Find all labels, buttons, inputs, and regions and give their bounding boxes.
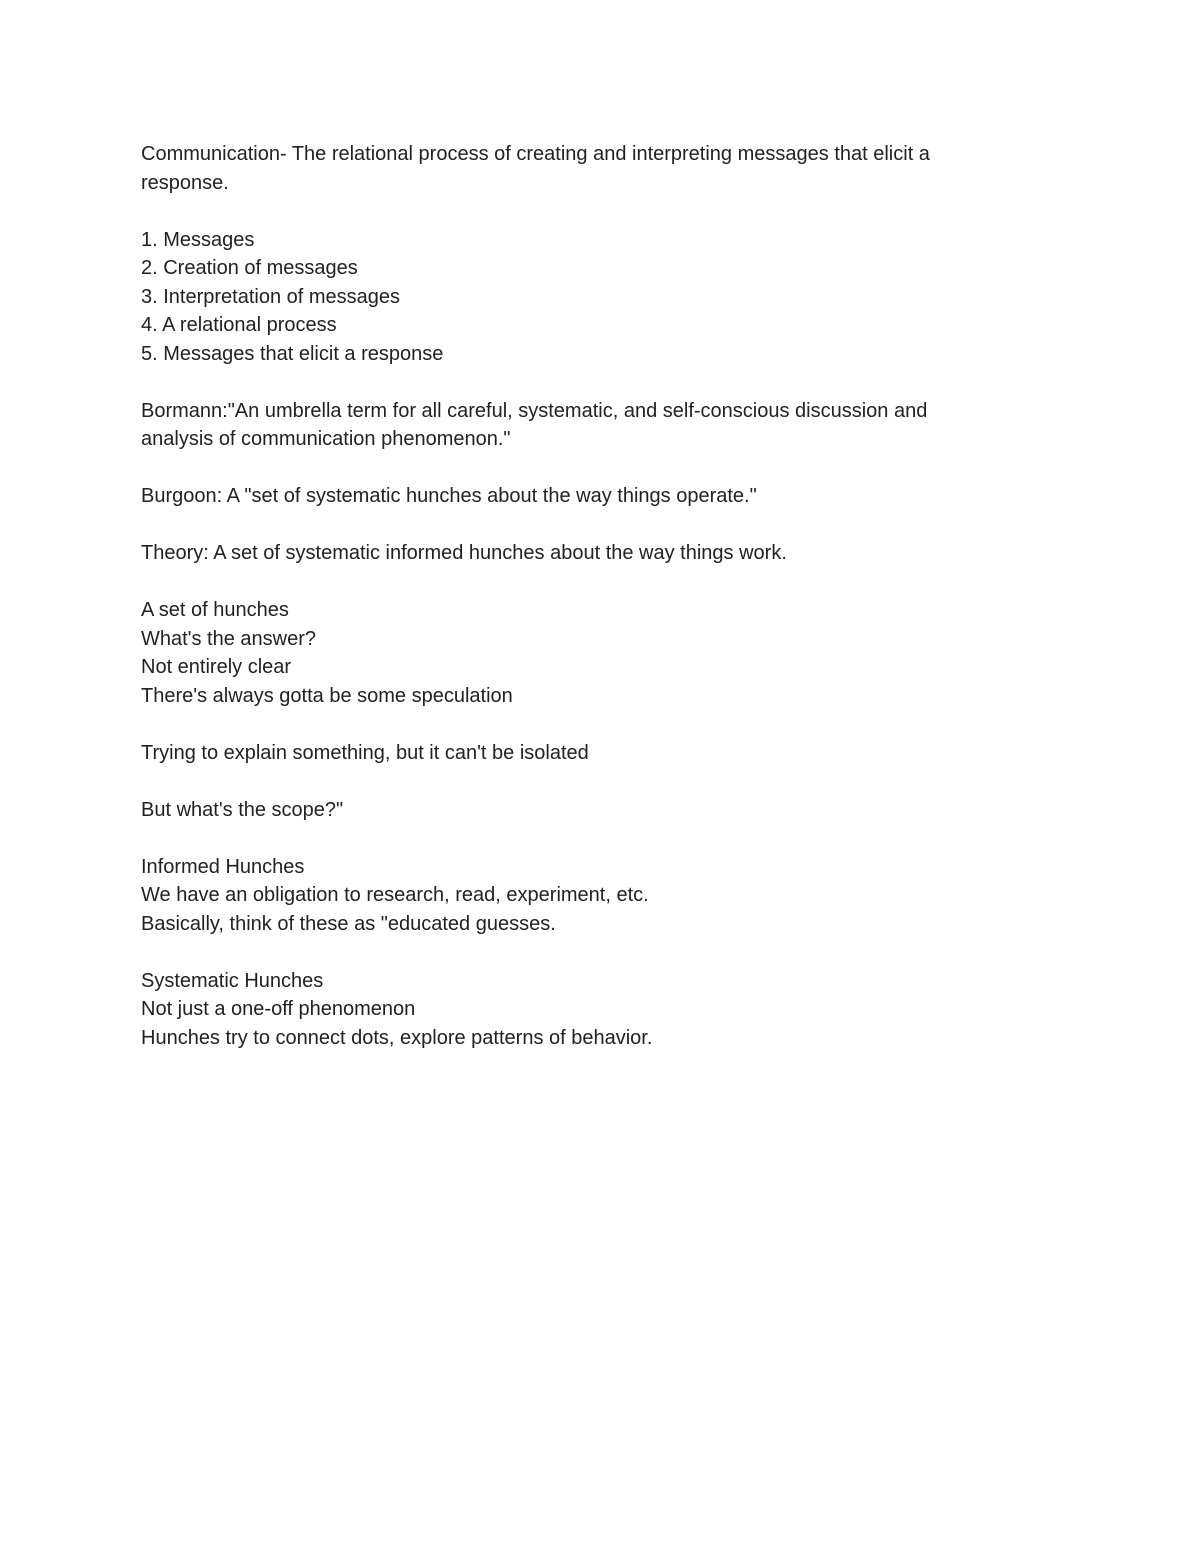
paragraph-gap [141,197,1041,226]
component-item: 4. A relational process [141,314,337,336]
systematic-hunches-heading: Systematic Hunches [141,969,324,992]
hunches-line: What's the answer? [141,627,317,650]
document-body [141,140,1041,1052]
paragraph-gap [141,938,1041,967]
bormann-line-2: analysis of communication phenomenon." [141,428,511,450]
component-item: 3. Interpretation of messages [141,285,401,308]
explain-line: Trying to explain something, but it can't be isolated [141,741,589,764]
systematic-hunches-line: Hunches try to connect dots, explore patterns of behavior. [141,1026,653,1049]
paragraph-gap [141,511,1041,540]
scope-line: But what's the scope?" [141,798,344,821]
paragraph-gap [141,767,1041,796]
paragraph-gap [141,568,1041,597]
informed-hunches-line: Basically, think of these as "educated guesses. [141,912,556,935]
paragraph-gap [141,368,1041,397]
component-item: 1. Messages [141,228,255,251]
paragraph-gap [141,824,1041,853]
bormann-line-1: Bormann:"An umbrella term for all careful, systematic, and self-conscious discussion and [141,399,928,422]
definition-line-1: Communication- The relational process of creating and interpreting messages that elicit a [141,143,930,165]
component-item: 2. Creation of messages [141,257,358,279]
systematic-hunches-line: Not just a one-off phenomenon [141,998,416,1020]
paragraph-gap [141,454,1041,483]
component-item: 5. Messages that elicit a response [141,342,444,365]
paragraph-gap [141,710,1041,739]
hunches-line: A set of hunches [141,599,289,621]
theory-definition: Theory: A set of systematic informed hunches about the way things work. [141,542,787,564]
hunches-line: There's always gotta be some speculation [141,684,513,707]
burgoon-quote: Burgoon: A "set of systematic hunches about the way things operate." [141,485,757,507]
informed-hunches-heading: Informed Hunches [141,855,305,878]
informed-hunches-line: We have an obligation to research, read, experiment, etc. [141,884,649,906]
hunches-line: Not entirely clear [141,656,292,678]
definition-line-2: response. [141,171,229,194]
